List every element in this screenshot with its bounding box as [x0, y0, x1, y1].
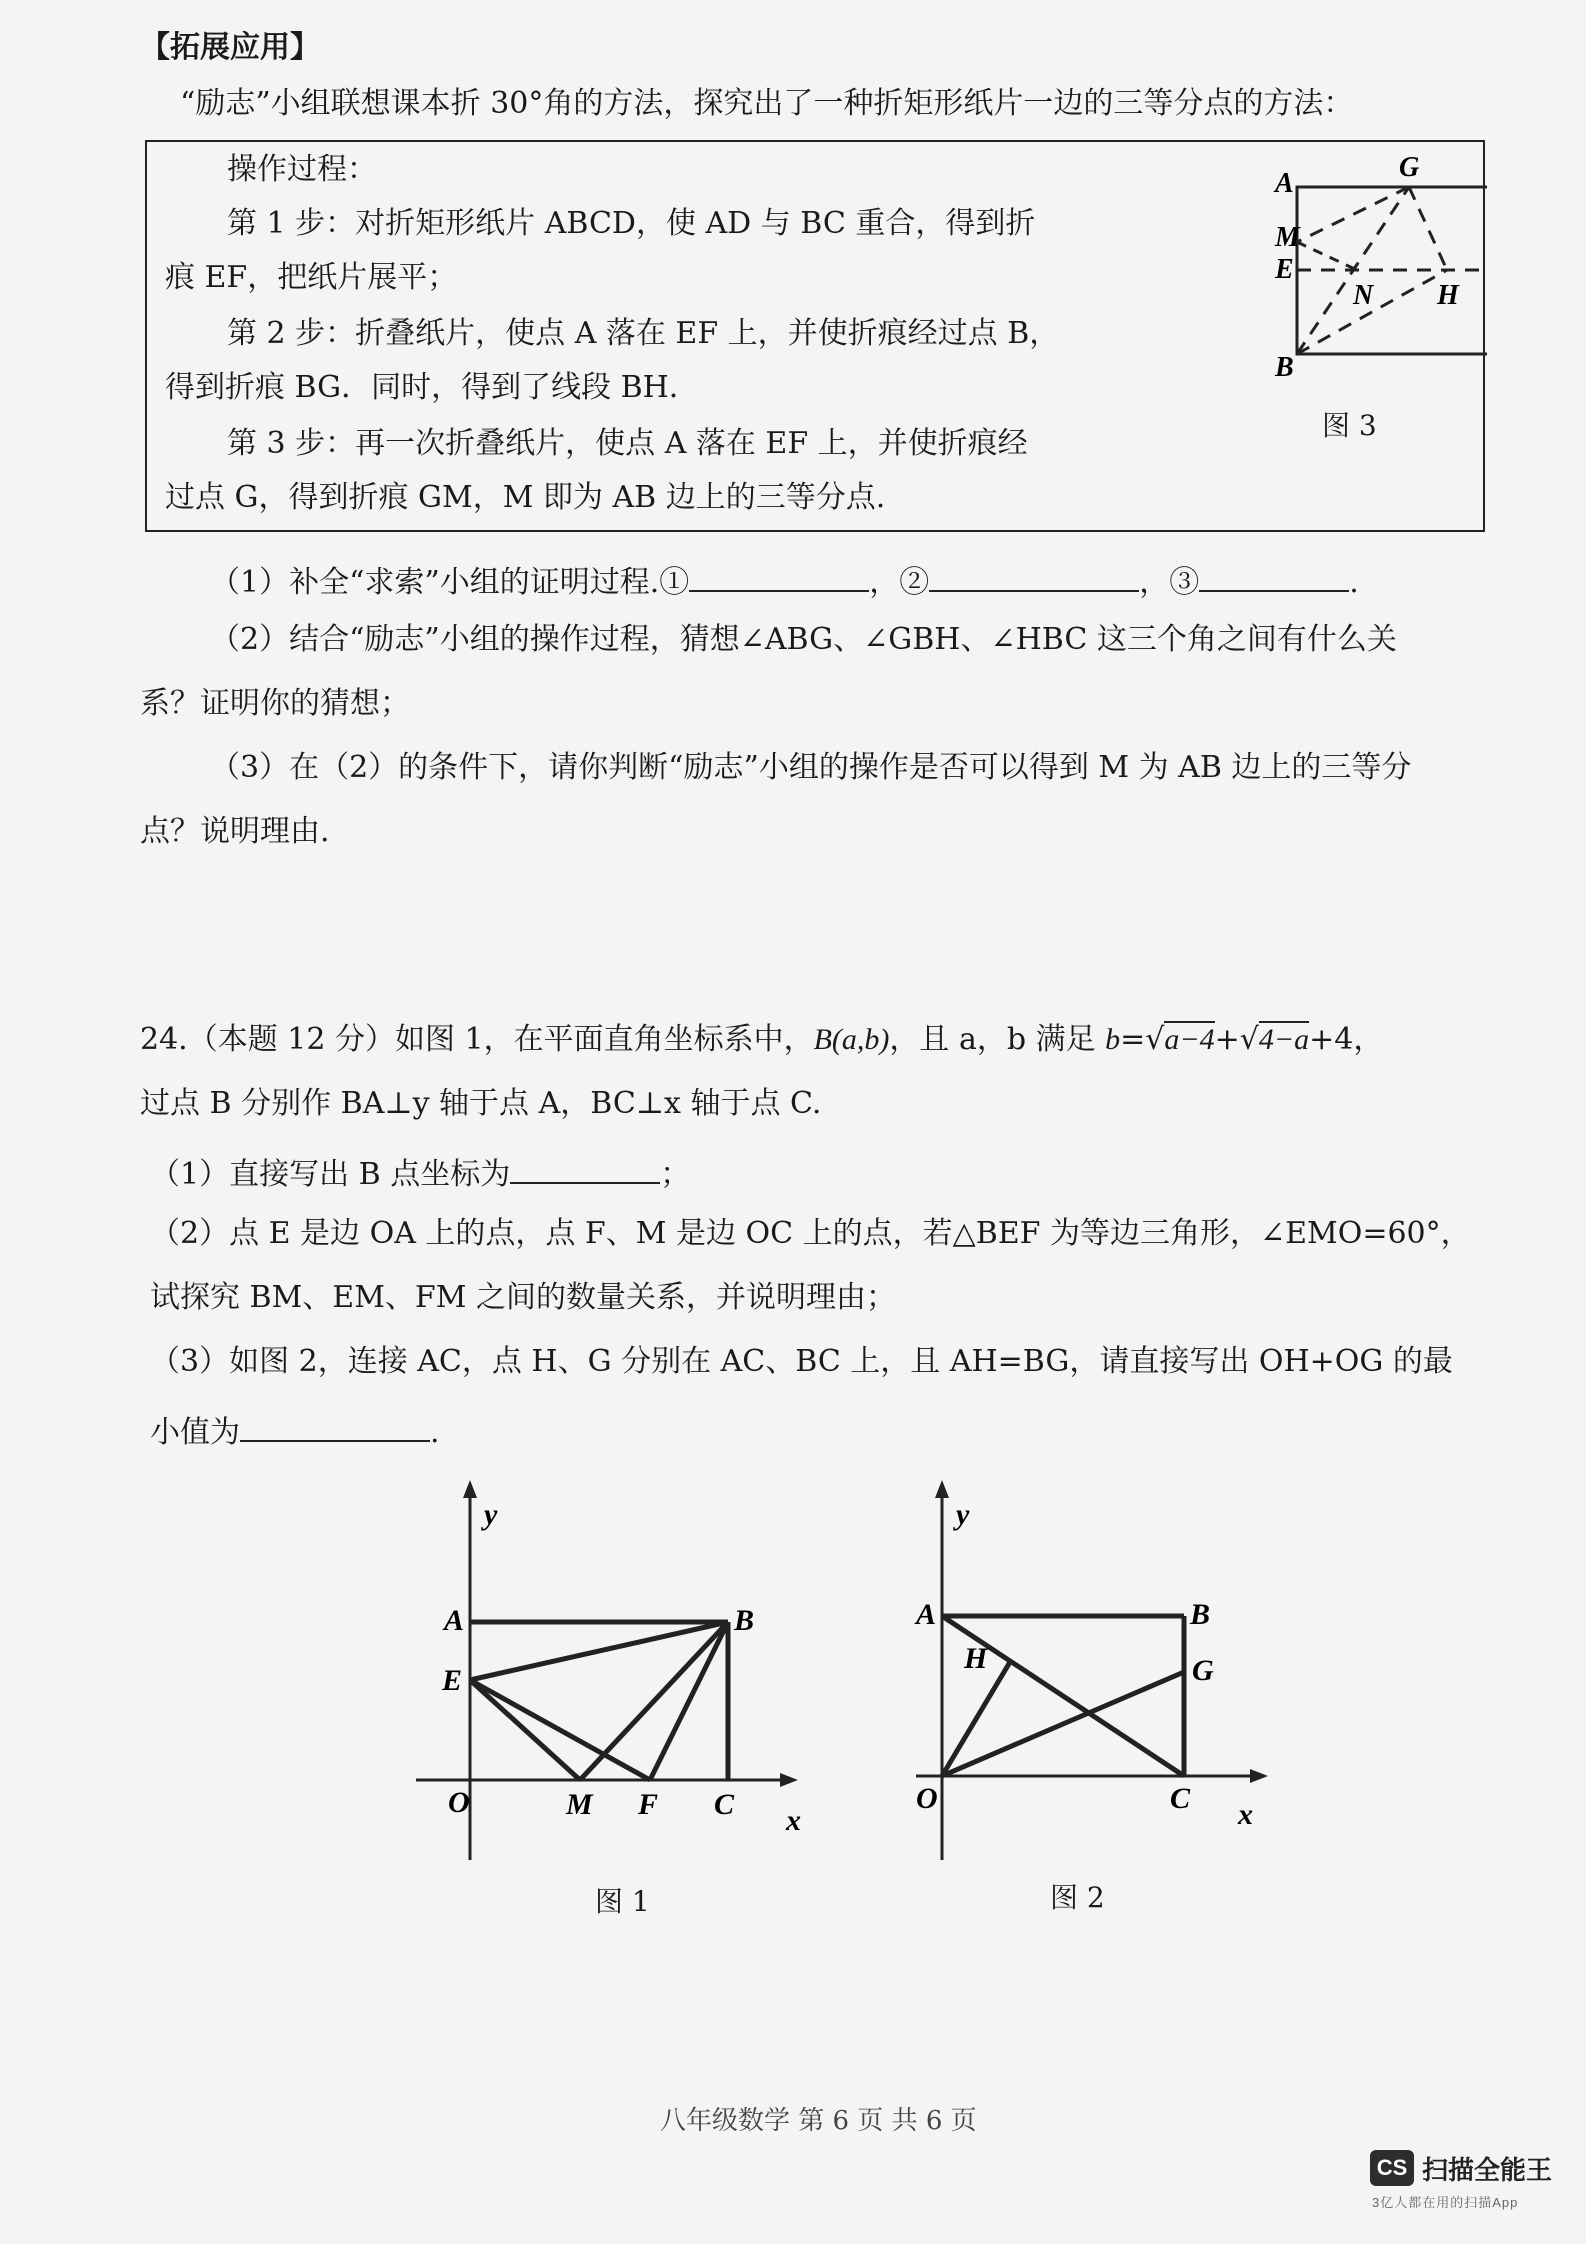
- label-y: y: [484, 1498, 498, 1531]
- x-axis-arrow: [1250, 1769, 1268, 1783]
- problem-24-sub2-line2: 试探究 BM、EM、FM 之间的数量关系，并说明理由；: [150, 1280, 896, 1315]
- formula-plus: +: [1214, 1022, 1240, 1057]
- question-1-text: （1）补全“求索”小组的证明过程.: [210, 565, 660, 600]
- label-c: C: [1170, 1782, 1191, 1815]
- figure-2: [900, 1480, 1300, 1930]
- sqrt-sign-2: √: [1239, 1022, 1259, 1057]
- watermark-tagline: 3亿人都在用的扫描App: [1372, 2195, 1519, 2210]
- problem-24-sub3-line1: （3）如图 2，连接 AC，点 H、G 分别在 AC、BC 上，且 AH=BG，请直接写出 OH+OG 的最: [150, 1344, 1453, 1379]
- formula-eq: =: [1120, 1022, 1146, 1057]
- question-2-line2: 系？证明你的猜想；: [140, 686, 410, 721]
- problem-24-sub1: [150, 1150, 690, 1195]
- box-title: 操作过程：: [227, 152, 377, 187]
- label-m: M: [1275, 222, 1300, 253]
- figure-3: [1107, 142, 1487, 532]
- line-gh: [1409, 187, 1447, 270]
- problem-24-line2: 过点 B 分别作 BA⊥y 轴于点 A，BC⊥x 轴于点 C.: [140, 1086, 822, 1121]
- label-e: E: [442, 1664, 463, 1697]
- label-c: C: [714, 1788, 735, 1821]
- watermark-name: 扫描全能王: [1422, 2155, 1553, 2185]
- label-e: E: [1275, 254, 1294, 285]
- problem-24-sub2-line1: （2）点 E 是边 OA 上的点，点 F、M 是边 OC 上的点，若△BEF 为等边三角形，∠EMO=60°，: [150, 1216, 1471, 1251]
- blank-marker-1: ①: [659, 565, 690, 600]
- radicand-1: a−4: [1164, 1023, 1215, 1056]
- segment-eb: [470, 1622, 728, 1680]
- blank-marker-3: ，③: [1139, 565, 1200, 600]
- question-2-line1: （2）结合“励志”小组的操作过程，猜想∠ABG、∠GBH、∠HBC 这三个角之间有什么关: [210, 622, 1397, 657]
- problem-24-prefix: 24.（本题 12 分）如图 1，在平面直角坐标系中，: [140, 1022, 814, 1057]
- intro-text: “励志”小组联想课本折 30°角的方法，探究出了一种折矩形纸片一边的三等分点的方法：: [180, 86, 1354, 121]
- point-b-expression: B(a,b): [813, 1023, 890, 1056]
- blank-marker-2: ，②: [869, 565, 930, 600]
- segment-bf: [650, 1622, 728, 1780]
- y-axis-arrow: [463, 1480, 477, 1498]
- sub3-text: 小值为: [150, 1415, 240, 1450]
- problem-24-mid: ，且 a，b 满足: [889, 1022, 1096, 1057]
- label-y: y: [956, 1498, 970, 1531]
- figure-3-caption: 图 3: [1322, 409, 1377, 442]
- label-b: B: [1190, 1598, 1211, 1631]
- question-1: [210, 558, 1359, 603]
- label-g: G: [1399, 152, 1420, 183]
- sub1-text: （1）直接写出 B 点坐标为: [150, 1157, 511, 1192]
- answer-blank-b-coord[interactable]: [510, 1150, 660, 1184]
- answer-blank-min-value[interactable]: [240, 1408, 430, 1442]
- label-a: A: [1275, 168, 1294, 199]
- step2-line1: 第 2 步：折叠纸片，使点 A 落在 EF 上，并使折痕经过点 B，: [227, 316, 1060, 351]
- page-footer: 八年级数学 第 6 页 共 6 页: [660, 2106, 977, 2136]
- operation-box: [145, 140, 1485, 532]
- label-x: x: [1238, 1798, 1253, 1831]
- problem-24-line1: [140, 1020, 1383, 1060]
- label-m: M: [566, 1788, 593, 1821]
- label-b: B: [1275, 352, 1294, 383]
- label-b: B: [734, 1604, 755, 1637]
- formula-b: b: [1105, 1023, 1121, 1056]
- step3-line1: 第 3 步：再一次折叠纸片，使点 A 落在 EF 上，并使折痕经: [227, 426, 1028, 461]
- sub1-end: ；: [660, 1157, 691, 1192]
- x-axis-arrow: [780, 1773, 798, 1787]
- segment-bm: [580, 1622, 728, 1780]
- problem-24-sub3-line2: [150, 1408, 440, 1453]
- question-1-end: .: [1349, 565, 1359, 600]
- label-g: G: [1192, 1654, 1214, 1687]
- blank-3[interactable]: [1199, 558, 1349, 592]
- step1-line1: 第 1 步：对折矩形纸片 ABCD，使 AD 与 BC 重合，得到折: [227, 206, 1036, 241]
- label-h: H: [964, 1642, 988, 1675]
- blank-2[interactable]: [929, 558, 1139, 592]
- label-a: A: [916, 1598, 937, 1631]
- label-h: H: [1437, 280, 1459, 311]
- blank-1[interactable]: [689, 558, 869, 592]
- label-a: A: [444, 1604, 465, 1637]
- sub3-end: .: [430, 1415, 440, 1450]
- step3-line2: 过点 G，得到折痕 GM，M 即为 AB 边上的三等分点.: [165, 480, 886, 515]
- crease-bg: [1297, 187, 1409, 354]
- y-axis-arrow: [935, 1480, 949, 1498]
- step2-line2: 得到折痕 BG．同时，得到了线段 BH．: [165, 370, 699, 405]
- question-3-line2: 点？说明理由.: [140, 814, 330, 849]
- camscanner-logo: CS: [1370, 2150, 1414, 2186]
- section-header: 【拓展应用】: [140, 30, 320, 65]
- figure-2-caption: 图 2: [1050, 1881, 1105, 1914]
- label-n: N: [1353, 280, 1374, 311]
- segment-og: [942, 1672, 1184, 1776]
- segment-ac: [942, 1616, 1184, 1776]
- radicand-2: 4−a: [1258, 1023, 1310, 1056]
- formula-tail: +4，: [1309, 1022, 1384, 1057]
- figure-1-caption: 图 1: [595, 1885, 650, 1918]
- step1-line2: 痕 EF，把纸片展平；: [165, 260, 458, 295]
- label-o: O: [448, 1786, 470, 1819]
- label-f: F: [638, 1788, 659, 1821]
- sqrt-sign-1: √: [1145, 1022, 1165, 1057]
- question-3-line1: （3）在（2）的条件下，请你判断“励志”小组的操作是否可以得到 M 为 AB 边上的三等分: [210, 750, 1412, 785]
- label-x: x: [786, 1804, 801, 1837]
- label-o: O: [916, 1782, 938, 1815]
- line-mn: [1297, 242, 1357, 270]
- figure-1: [400, 1480, 840, 1930]
